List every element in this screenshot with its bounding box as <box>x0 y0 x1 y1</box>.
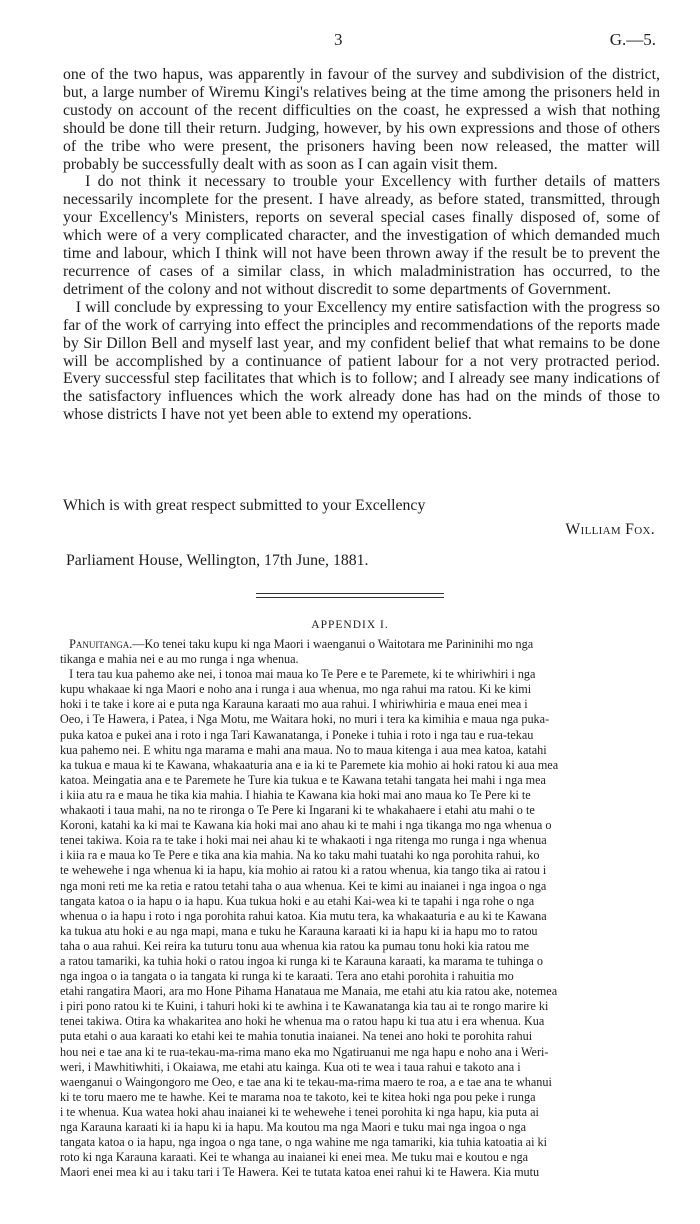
appendix-line: waenganui o Waingongoro me Oeo, e tae ana ki te tekau-ma-rima maero te roa, a e tae ana te whanui <box>60 1074 552 1089</box>
appendix-line: kua pahemo nei. E whitu nga marama e mahi ana maua. No to maua kitenga i aua mea katoa, katahi <box>60 742 547 757</box>
appendix-line: Panuitanga.—Ko tenei taku kupu ki nga Maori i waenganui o Waitotara me Parininihi mo nga <box>69 637 534 651</box>
appendix-title: APPENDIX I. <box>311 619 389 631</box>
letter-paragraph-1: one of the two hapus, was apparently in favour of the survey and subdivision of the district, but, a large number of Wiremu Kingi's relatives being at the time among the prisoners held in custody on account of the recent difficulties on the coast, he expressed a wish that nothing should be done till their return. Judging, however, by his own expressions and those of others of the tribe who were present, the prisoners having been now released, the matter will probably be successfully dealt with as soon as I can again visit them. <box>63 66 660 173</box>
appendix-line: ki te toru maero me te hawhe. Kei te marama noa te takoto, kei te kitea hoki nga pou peke i runga <box>60 1089 536 1104</box>
appendix-line: weri, i Mawhitiwhiti, i Okaiawa, me etahi atu kainga. Kua oti te wea i taua rahui e takoto ana i <box>60 1059 521 1074</box>
appendix-line: puta etahi o aua karaati ko etahi kei te mahia tonutia inaianei. Na tenei ano hoki te porohita rahui <box>60 1029 533 1044</box>
appendix-lead: Panuitanga. <box>69 637 133 651</box>
letter-body <box>63 66 660 424</box>
appendix-line: roto ki nga Karauna karaati. Kei te whanga au inaianei ki enei mea. Me tuku mai e koutou e nga <box>60 1150 529 1165</box>
appendix-line: tangata katoa o ia hapu, nga ingoa o nga tane, o nga wahine me nga tamariki, kia tuhia katoatia ai ki <box>60 1135 547 1150</box>
appendix-line: i piri pono ratou ki te Kuini, i tahuri hoki ki te awhina i te Kawanatanga kia tau ai te rongo marire ki <box>60 999 549 1014</box>
closing-line: Which is with great respect submitted to your Excellency <box>63 497 426 514</box>
signature: William Fox. <box>565 521 655 538</box>
appendix-line: nga ingoa o ia tangata o ia tangata ki runga ki te karaati. Tera ano etahi porohita i rahuitia mo <box>60 969 514 984</box>
appendix-line: hou nei e tae ana ki te rua-tekau-ma-rima mano eka mo Ngatiruanui me nga hapu e noho ana i Weri- <box>60 1044 549 1059</box>
appendix-line: a ratou tamariki, ka tuhia hoki o ratou ingoa ki runga ki te Karauna karaati, ka marama te tuhinga o <box>60 953 543 968</box>
appendix-line: nga Karauna karaati ki ia hapu ki ia hapu. Ma koutou ma nga Maori e tuku mai nga ingoa o nga <box>60 1120 527 1134</box>
appendix-body <box>60 637 662 1180</box>
appendix-line: tangata katoa o ia hapu o ia hapu. Kua tukua hoki e au etahi Kai-wea ki te tapahi i nga rohe o nga <box>60 893 535 908</box>
appendix-line: nga moni reti me ka retia e ratou tetahi taha o aua whenua. Kei te kimi au inaianei i nga ingoa o nga <box>60 878 547 893</box>
appendix-line: hoki i te take i kore ai e puta nga Karauna karaati mo aua rahui. I whiriwhiria e maua enei mea i <box>60 697 528 712</box>
appendix-line: te wehewehe i nga whenua ki ia hapu, kia mohio ai ratou ki a ratou whenua, kia tango tika ai ratou i <box>60 863 547 878</box>
appendix-line: Koroni, katahi ka ki mai te Kawana kia hoki mai ano ahau ki te mahi i nga tikanga mo nga whenua o <box>60 818 552 833</box>
page-number: 3 <box>334 30 343 49</box>
letter-paragraph-3: I will conclude by expressing to your Excellency my entire satisfaction with the progress so far of the work of carrying into effect the principles and recommendations of the reports made by Sir Dillon Bell and myself last year, and my confident belief that what remains to be done will be accomplished by a continuance of patient labour for a not very protracted period. Every successful step facilitates that which is to follow; and I already see many indications of the satisfactory influences which the work already done has had on the minds of those to whose districts I have not yet been able to extend my operations. <box>63 298 660 424</box>
appendix-line: puka katoa e pukei ana i roto i nga Tari Kawanatanga, i Poneke i tuhia i roto i nga tau e rua-tekau <box>60 727 534 742</box>
appendix-line: i te whenua. Kua watea hoki ahau inaianei ki te wehewehe i tenei porohita ki nga hapu, kia puta ai <box>60 1104 539 1119</box>
appendix-line: tenei takiwa. Otira ka whakaritea ano hoki he whenua ma o ratou hapu ki tua atu i era whenua. Kua <box>60 1014 545 1029</box>
appendix-line: ka tukua e maua ki te Kawana, whakaaturia ana e ia ki te Paremete kia mohio ai hoki ratou ki aua mea <box>60 757 559 772</box>
appendix-line: etahi rangatira Maori, ara mo Hone Pihama Hanataua me Manaia, me etahi atu kia ratou ake, notemea <box>60 984 558 999</box>
appendix-line: Oeo, i Te Hawera, i Patea, i Nga Motu, me Waitara hoki, no muri i tera ka kimihia e maua nga puka- <box>60 712 550 727</box>
appendix-line: I tera tau kua pahemo ake nei, i tonoa mai maua ko Te Pere e te Paremete, ki te whiriwhiri i nga <box>69 667 536 682</box>
page-header <box>0 30 700 54</box>
divider-rule <box>256 597 444 598</box>
appendix-line: whakaoti i taua mahi, na no te rironga o Te Pere ki Ingarani ki te whakahaere i etahi atu mahi o te <box>60 803 535 818</box>
appendix-line: tenei takiwa. Koia ra te take i hoki mai nei ahau ki te whakaoti i nga ritenga mo runga i nga whenua <box>60 833 547 848</box>
appendix-line: tikanga e mahia nei e au mo runga i nga whenua. <box>60 652 299 667</box>
appendix-line: taha o aua rahui. Kei reira ka tuturu tonu aua whenua kia ratou ka pumau tonu hoki kia ratou me <box>60 938 530 953</box>
appendix-line: ka tukua atu hoki e au nga mapi, mana e tuku he Karauna karaati ki ia hapu ki ia hapu mo to ratou <box>60 923 538 938</box>
appendix-line: kupu whakaae ki nga Maori e noho ana i runga i aua whenua, mo nga rahui ma ratou. Ki ke kimi <box>60 682 532 697</box>
appendix-line: whenua o ia hapu i roto i nga porohita rahui katoa. Kia mutu tera, ka whakaaturia e au ki te Kawana <box>60 908 547 923</box>
divider-rule <box>256 593 444 594</box>
letter-paragraph-2: I do not think it necessary to trouble your Excellency with further details of matters necessarily incomplete for the present. I have already, as before stated, transmitted, through your Excellency's Ministers, reports on several special cases finally disposed of, some of which were of a very complicated character, and the investigation of which demanded much time and labour, which I think will not have been thrown away if the result be to prevent the recurrence of cases of a similar class, in which maladministration has occurred, to the detriment of the colony and not without discredit to some departments of Government. <box>63 173 660 298</box>
appendix-line: i kiia atu ra e maua he tika kia mahia. I hiahia te Kawana kia hoki mai ano maua ko Te Pere ki te <box>60 787 531 802</box>
appendix-line: katoa. Meingatia ana e te Paremete he Ture kia tukua e te Kawana tetahi tangata hei mahi i nga mea <box>60 772 546 787</box>
appendix-line: Maori enei mea ki au i taku tari i Te Hawera. Kei te tutata katoa enei rahui ki te Hawera. Kia mutu <box>60 1165 540 1180</box>
place-and-date: Parliament House, Wellington, 17th June, 1881. <box>66 552 369 569</box>
appendix-line: i kiia ra e maua ko Te Pere e tika ana kia mahia. Na ko taku mahi tuatahi ko nga porohita rahui, ko <box>60 848 540 863</box>
document-reference: G.—5. <box>609 30 656 49</box>
